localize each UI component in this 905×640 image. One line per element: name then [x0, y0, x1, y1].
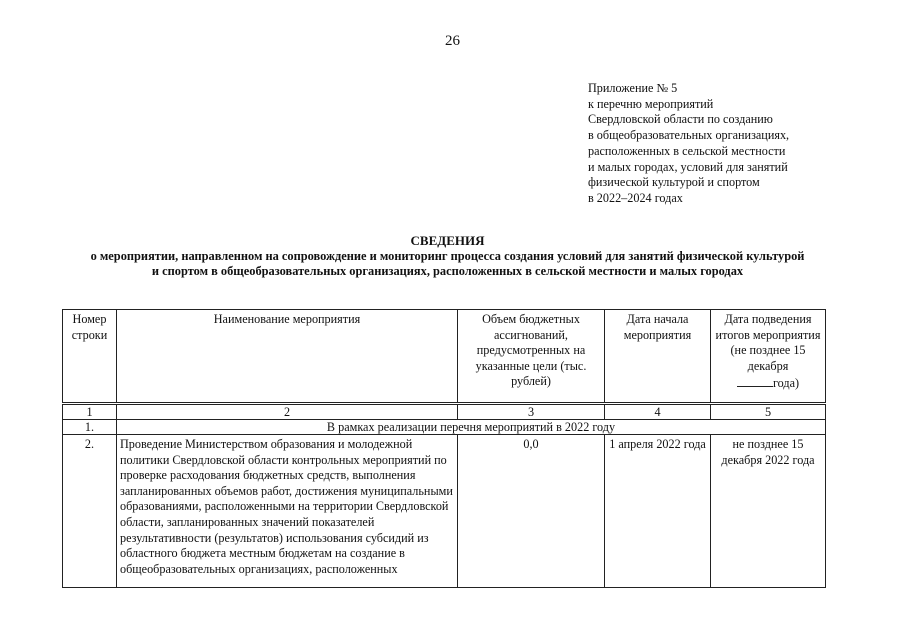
header-event-name: Наименование мероприятия [117, 310, 458, 404]
column-number: 2 [117, 404, 458, 420]
item-row-number: 2. [63, 435, 117, 588]
header-budget: Объем бюджетных ассигнований, предусмотренных на указанные цели (тыс. рублей) [458, 310, 605, 404]
appendix-block [588, 81, 789, 207]
appendix-line: физической культурой и спортом [588, 175, 760, 190]
appendix-line: к перечню мероприятий [588, 96, 714, 111]
section-row-number: 1. [63, 420, 117, 435]
column-number: 4 [605, 404, 711, 420]
appendix-line: и малых городах, условий для занятий [588, 159, 788, 174]
header-result-date [711, 310, 826, 404]
events-table [62, 309, 826, 588]
document-title: СВЕДЕНИЯ [410, 233, 485, 248]
item-start-date: 1 апреля 2022 года [605, 435, 711, 588]
appendix-line: в 2022–2024 годах [588, 190, 683, 205]
item-name: Проведение Министерством образования и молодежной политики Свердловской области контрольных мероприятий по проверке расходования бюджетных средств, выполнения запланированных объемов работ, достижения муниципальными образованиями, расположенными на территории Свердловской области, запланированных значений показателей результативности (результатов) использования субсидий из областного бюджета местным бюджетам на создание в общеобразовательных организациях, расположенных [117, 435, 458, 588]
page-bottom-area [0, 591, 905, 640]
item-end-date: не позднее 15 декабря 2022 года [711, 435, 826, 588]
column-number-row [63, 404, 826, 420]
section-row-text: В рамках реализации перечня мероприятий в 2022 году [117, 420, 826, 435]
section-row [63, 420, 826, 435]
header-result-date-text: Дата подведения итогов мероприятия (не позднее 15 декабря [715, 312, 821, 373]
document-subtitle-line2: и спортом в общеобразовательных организациях, расположенных в сельской местности и малых городах [151, 264, 744, 278]
item-amount: 0,0 [458, 435, 605, 588]
table-row [63, 435, 826, 588]
document-subtitle-line1: о мероприятии, направленном на сопровождение и мониторинг процесса создания условий для занятий физической культурой [90, 249, 805, 263]
appendix-line: расположенных в сельской местности [588, 143, 786, 158]
table-header-row [63, 310, 826, 404]
header-start-date: Дата начала мероприятия [605, 310, 711, 404]
header-result-date-tail: года) [772, 376, 800, 391]
blank-underline [737, 374, 773, 387]
column-number: 5 [711, 404, 826, 420]
column-number: 1 [63, 404, 117, 420]
header-row-number: Номер строки [63, 310, 117, 404]
page-number: 26 [445, 33, 460, 49]
column-number: 3 [458, 404, 605, 420]
appendix-line: в общеобразовательных организациях, [588, 128, 790, 143]
appendix-line: Приложение № 5 [588, 81, 678, 95]
appendix-line: Свердловской области по созданию [588, 112, 773, 127]
